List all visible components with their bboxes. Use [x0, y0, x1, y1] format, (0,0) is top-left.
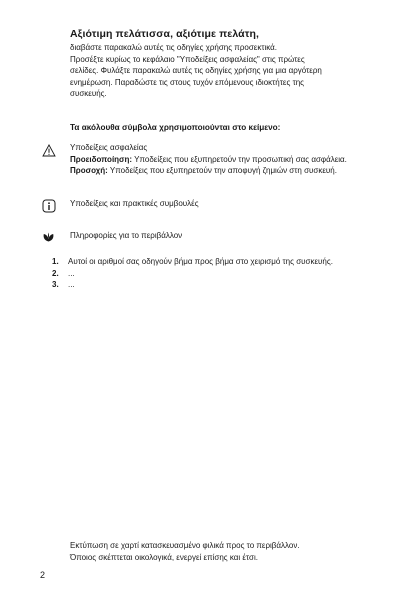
footer-line: Όποιος σκέπτεται οικολογικά, ενεργεί επίσης και έτσι.	[70, 552, 258, 562]
step-item	[52, 279, 392, 291]
intro-line: συσκευής.	[70, 89, 107, 98]
step-text: ...	[68, 268, 75, 278]
step-text: ...	[68, 280, 75, 289]
page-title: Αξιότιμη πελάτισσα, αξιότιμε πελάτη,	[70, 28, 260, 40]
caution-note	[70, 165, 395, 177]
step-list	[52, 256, 392, 291]
warning-note	[70, 154, 395, 166]
symbols-heading: Τα ακόλουθα σύμβολα χρησιμοποιούνται στο κείμενο:	[70, 123, 281, 132]
intro-line: Προσέξτε κυρίως το κεφάλαιο "Υποδείξεις ασφαλείας" στις πρώτες	[70, 54, 305, 64]
recycled-paper-note	[70, 540, 390, 563]
warning-triangle-icon	[42, 144, 56, 157]
safety-title: Υποδείξεις ασφαλείας	[70, 143, 148, 152]
caution-label: Προσοχή:	[70, 166, 108, 175]
intro-paragraph	[70, 42, 390, 100]
intro-line: ενημέρωση. Παραδώστε τις στους τυχόν επόμενους ιδιοκτήτες της	[70, 77, 305, 87]
caution-text: Υποδείξεις που εξυπηρετούν την αποφυγή ζημιών στη συσκευή.	[107, 166, 337, 175]
step-item	[52, 268, 392, 280]
step-item	[52, 256, 392, 268]
warning-text: Υποδείξεις που εξυπηρετούν την προσωπική σας ασφάλεια.	[132, 154, 347, 164]
environment-text: Πληροφορίες για το περιβάλλον	[70, 231, 183, 240]
safety-block	[70, 142, 395, 177]
page-number: 2	[40, 570, 46, 580]
step-number: 1.	[52, 257, 59, 266]
intro-line: σελίδες. Φυλάξτε παρακαλώ αυτές τις οδηγίες χρήσης για μια αργότερη	[70, 66, 322, 75]
tips-text: Υποδείξεις και πρακτικές συμβουλές	[70, 199, 199, 208]
warning-label: Προειδοποίηση:	[70, 154, 133, 164]
footer-line: Εκτύπωση σε χαρτί κατασκευασμένο φιλικά προς το περιβάλλον.	[70, 541, 300, 550]
tips-block	[70, 198, 395, 210]
step-number: 3.	[52, 280, 59, 289]
environment-block	[70, 230, 395, 242]
intro-line: διαβάστε παρακαλώ αυτές τις οδηγίες χρήσης προσεκτικά.	[70, 43, 278, 52]
info-icon	[42, 199, 56, 213]
step-text: Αυτοί οι αριθμοί σας οδηγούν βήμα προς βήμα στο χειρισμό της συσκευής.	[68, 257, 333, 266]
environment-leaf-icon	[42, 231, 55, 243]
step-number: 2.	[52, 268, 59, 278]
